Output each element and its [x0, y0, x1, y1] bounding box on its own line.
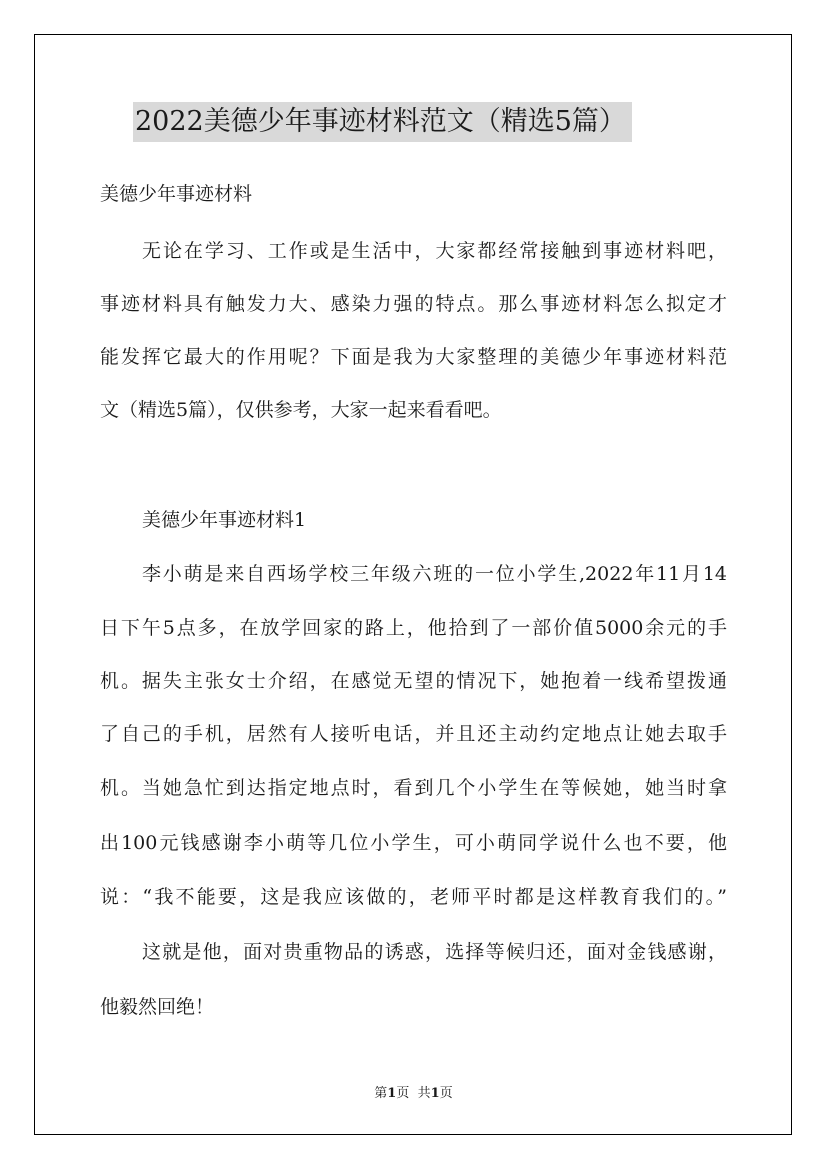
document-title: 2022美德少年事迹材料范文（精选5篇）	[133, 102, 632, 142]
body-line-4: 了自己的手机，居然有人接听电话，并且还主动约定地点让她去取手	[100, 723, 727, 745]
body-line-7: 说：“我不能要，这是我应该做的，老师平时都是这样教育我们的。”	[100, 886, 727, 908]
intro-line-2: 事迹材料具有触发力大、感染力强的特点。那么事迹材料怎么拟定才	[100, 293, 727, 315]
footer-page-label: 第	[374, 1086, 388, 1101]
closing-line-1: 这就是他，面对贵重物品的诱惑，选择等候归还，面对金钱感谢，	[142, 941, 727, 963]
page-footer	[0, 1086, 827, 1102]
intro-line-4: 文（精选5篇），仅供参考，大家一起来看看吧。	[100, 399, 502, 421]
body-line-5: 机。当她急忙到达指定地点时，看到几个小学生在等候她，她当时拿	[100, 777, 727, 799]
subheading: 美德少年事迹材料	[100, 183, 253, 205]
body-line-1: 李小萌是来自西场学校三年级六班的一位小学生,2022年11月14	[142, 563, 727, 585]
footer-page-total: 1	[430, 1086, 440, 1101]
footer-total-label: 共	[417, 1086, 431, 1101]
footer-total-unit: 页	[439, 1086, 453, 1101]
body-line-3: 机。据失主张女士介绍，在感觉无望的情况下，她抱着一线希望拨通	[100, 670, 727, 692]
intro-line-3: 能发挥它最大的作用呢？下面是我为大家整理的美德少年事迹材料范	[100, 346, 727, 368]
body-line-2: 日下午5点多，在放学回家的路上，他拾到了一部价值5000余元的手	[100, 617, 727, 639]
footer-page-current: 1	[387, 1086, 397, 1101]
body-line-6: 出100元钱感谢李小萌等几位小学生，可小萌同学说什么也不要，他	[100, 832, 727, 854]
intro-line-1: 无论在学习、工作或是生活中，大家都经常接触到事迹材料吧，	[142, 240, 727, 262]
footer-page-unit: 页	[396, 1086, 410, 1101]
closing-line-2: 他毅然回绝！	[100, 996, 215, 1018]
section-heading: 美德少年事迹材料1	[142, 509, 307, 531]
